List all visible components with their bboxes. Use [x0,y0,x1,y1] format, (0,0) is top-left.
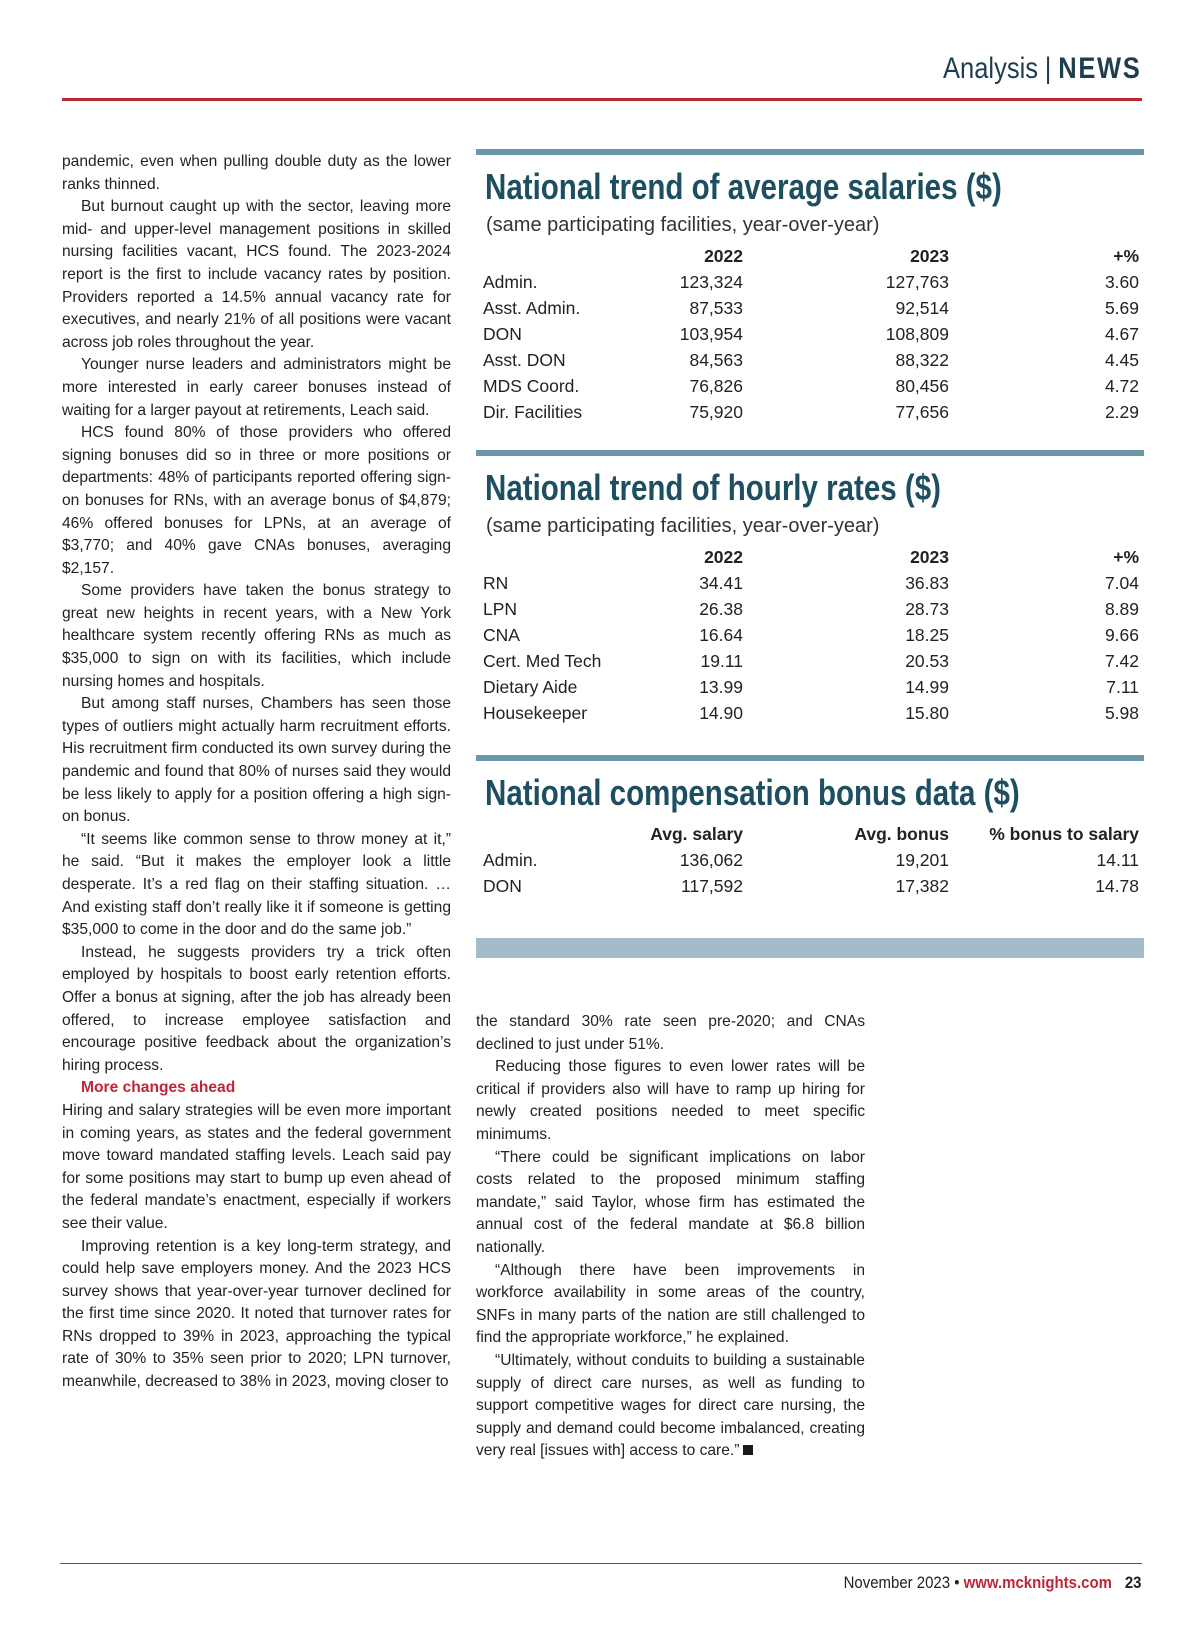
column-header: Avg. bonus [854,823,949,844]
category-label: NEWS [1058,52,1142,85]
table-cell: 7.11 [1106,676,1139,697]
paragraph-text: “There could be significant implications on labor costs related to the proposed minimum staffing mandate,” said Taylor, whose firm has estimated the annual cost of the federal mandate at $6.8 billion nationally. [476,1148,865,1256]
footer-url-link[interactable]: www.mcknights.com [964,1573,1113,1592]
bonus-box [476,755,1144,899]
paragraph-text: Some providers have taken the bonus strategy to great new heights in recent years, with a New York healthcare system recently offering RNs as much as $35,000 to sign on with its facilities, which include nursing homes and hospitals. [62,582,451,690]
table-cell: 2.29 [1104,401,1139,422]
box-rule [476,450,1144,456]
table-cell: 17,382 [895,875,949,896]
table-cell: 4.45 [1104,349,1139,370]
row-label: LPN [483,598,518,619]
table-cell: 14.11 [1096,849,1139,870]
table-cell: 19,201 [895,849,949,870]
table-cell: 84,563 [689,349,743,370]
table-row [483,622,1139,648]
table-cell: 117,592 [681,875,743,896]
column-header: 2023 [910,546,949,567]
bonus-table [483,821,1139,899]
column-header [483,821,583,847]
table-row [483,873,1139,899]
column-header: % bonus to salary [989,823,1139,844]
paragraph [476,1350,865,1463]
paragraph-text: “Ultimately, without conduits to building a sustainable supply of direct care nurses, as well as funding to support competitive wages for direct care nursing, the supply and demand could become imbalanced, creating very real [issues with] access to care.” [476,1351,865,1460]
column-header [483,243,668,269]
hourly-table [483,544,1139,726]
table-cell: 36.83 [905,572,949,593]
table-cell: 103,954 [679,323,743,344]
table-row [483,596,1139,622]
paragraph [62,829,451,942]
table-cell: 20.53 [905,650,949,671]
table-cell: 19.11 [700,650,743,671]
column-header: 2023 [910,245,949,266]
box-subtitle: (same participating facilities, year-over-year) [486,214,880,236]
table-cell: 14.90 [699,702,743,723]
row-label: RN [483,572,509,593]
end-mark-icon [743,1445,753,1455]
table-cell: 123,324 [679,271,743,292]
paragraph [62,693,451,829]
paragraph-text: HCS found 80% of those providers who offered signing bonuses did so in three or more positions or departments: 48% of participants reported offering sign-on bonuses for RNs, with an average bonus of $4,879; 46% offered bonuses for LPNs, at an average of $3,770; and 40% gave CNAs bonuses, averaging $2,157. [62,424,451,577]
row-label: Dir. Facilities [483,401,583,422]
paragraph [476,1056,865,1146]
table-row [483,399,1139,425]
table-cell: 136,062 [679,849,743,870]
paragraph-text: Reducing those figures to even lower rates will be critical if providers also will have to ramp up hiring for newly created positions needed to meet specific minimums. [476,1058,865,1143]
column-header [483,544,668,570]
row-label: Admin. [483,271,538,292]
column-header: Avg. salary [650,823,743,844]
row-label: Housekeeper [483,702,588,723]
table-row [483,295,1139,321]
box-title: National trend of average salaries ($) [485,166,1002,207]
table-row [483,847,1139,873]
paragraph [62,196,451,354]
paragraph-text: But among staff nurses, Chambers has seen those types of outliers might actually harm recruitment efforts. His recruitment firm conducted its own survey during the pandemic and found that 80% of nurses said they would be less likely to apply for a position offering a high sign-on bonus. [62,695,451,826]
table-cell: 108,809 [885,323,949,344]
salaries-table [483,243,1139,425]
table-cell: 7.42 [1104,650,1139,671]
table-cell: 4.67 [1104,323,1139,344]
row-label: CNA [483,624,520,645]
article-column-2 [476,1011,865,1463]
paragraph-text: pandemic, even when pulling double duty as the lower ranks thinned. [62,153,451,193]
row-label: DON [483,875,522,896]
table-cell: 4.72 [1104,375,1139,396]
box-rule [476,149,1144,155]
paragraph [62,1236,451,1394]
table-cell: 76,826 [689,375,743,396]
footer-rule [60,1563,1142,1564]
table-row [483,347,1139,373]
table-cell: 14.78 [1095,875,1139,896]
table-cell: 92,514 [895,297,949,318]
header-separator: | [1045,52,1052,85]
table-row [483,700,1139,726]
table-cell: 127,763 [885,271,949,292]
paragraph [62,942,451,1078]
box-bottom-bar [476,938,1144,958]
paragraph-text: Improving retention is a key long-term strategy, and could help save employers money. And the 2023 HCS survey shows that year-over-year turnover declined for the first time since 2020. It noted that turnover rates for RNs dropped to 39% in 2023, approaching the typical rate of 30% to 35% seen prior to 2020; LPN turnover, meanwhile, decreased to 38% in 2023, moving closer to [62,1237,451,1391]
table-cell: 15.80 [905,702,949,723]
table-row [483,674,1139,700]
box-title: National compensation bonus data ($) [485,772,1020,813]
table-cell: 13.99 [699,676,743,697]
table-row [483,373,1139,399]
paragraph-text: Instead, he suggests providers try a trick often employed by hospitals to boost early retention efforts. Offer a bonus at signing, after the job has already been offered, to increase employee satisfaction and encourage positive feedback about the organization’s hiring process. [62,943,451,1074]
box-rule [476,755,1144,761]
paragraph-text: the standard 30% rate seen pre-2020; and CNAs declined to just under 51%. [476,1013,865,1053]
page-number: 23 [1125,1573,1142,1592]
column-header: 2022 [704,245,743,266]
table-cell: 16.64 [699,624,743,645]
section-label: Analysis [943,52,1039,85]
table-cell: 18.25 [905,624,949,645]
table-cell: 34.41 [699,572,743,593]
paragraph [62,354,451,422]
table-cell: 14.99 [905,676,949,697]
row-label: Asst. DON [483,349,566,370]
paragraph-text: But burnout caught up with the sector, leaving more mid- and upper-level management positions in skilled nursing facilities vacant, HCS found. The 2023-2024 report is the first to include vacancy rates by position. Providers reported a 14.5% annual vacancy rate for executives, and nearly 21% of all positions were vacant across job roles throughout the year. [62,198,451,351]
table-cell: 5.69 [1104,297,1139,318]
footer-bullet: • [954,1573,960,1592]
footer-date: November 2023 [844,1573,951,1592]
section-header [944,52,1142,86]
table-cell: 75,920 [689,401,743,422]
table-cell: 5.98 [1104,702,1139,723]
box-title: National trend of hourly rates ($) [485,467,941,508]
page-footer [844,1573,1142,1593]
header-rule [62,98,1142,101]
column-header: 2022 [704,546,743,567]
paragraph-text: “Although there have been improvements in workforce availability in some areas of the country, SNFs in many parts of the nation are still challenged to find the appropriate workforce,” he explained. [476,1261,865,1347]
subheading: More changes ahead [81,1079,236,1097]
article-column-1 [62,151,451,1394]
paragraph [476,1147,865,1260]
row-label: Cert. Med Tech [483,650,602,671]
column-header: +% [1113,245,1139,266]
table-cell: 7.04 [1104,572,1139,593]
column-header: +% [1113,546,1139,567]
table-cell: 9.66 [1104,624,1139,645]
paragraph [62,422,451,580]
paragraph-text: “It seems like common sense to throw money at it,” he said. “But it makes the employer look a little desperate. It’s a red flag on their staffing situation. … And existing staff don’t really like it if someone is getting $35,000 to come in the door and do the same job.” [62,830,451,939]
table-row [483,648,1139,674]
row-label: Dietary Aide [483,676,578,697]
paragraph [62,1100,451,1236]
table-row [483,321,1139,347]
row-label: Asst. Admin. [483,297,581,318]
table-cell: 87,533 [689,297,743,318]
paragraph [476,1260,865,1350]
hourly-box [476,450,1144,726]
box-subtitle: (same participating facilities, year-over-year) [486,515,880,537]
paragraph-text: Hiring and salary strategies will be even more important in coming years, as states and the federal government move toward mandated staffing levels. Leach said pay for some positions may start to bump up even ahead of the federal mandate’s enactment, especially if workers see their value. [62,1101,451,1232]
row-label: MDS Coord. [483,375,580,396]
table-cell: 8.89 [1104,598,1139,619]
paragraph-text: Younger nurse leaders and administrators might be more interested in early career bonuses instead of waiting for a larger payout at retirements, Leach said. [62,356,451,419]
table-cell: 80,456 [895,375,949,396]
row-label: DON [483,323,522,344]
table-cell: 3.60 [1104,271,1139,292]
table-cell: 26.38 [699,598,743,619]
table-row [483,269,1139,295]
paragraph [62,580,451,693]
table-cell: 88,322 [895,349,949,370]
table-cell: 77,656 [895,401,949,422]
table-cell: 28.73 [905,598,949,619]
table-row [483,570,1139,596]
salaries-box [476,149,1144,425]
row-label: Admin. [483,849,538,870]
paragraph [476,1011,865,1056]
paragraph [62,151,451,196]
